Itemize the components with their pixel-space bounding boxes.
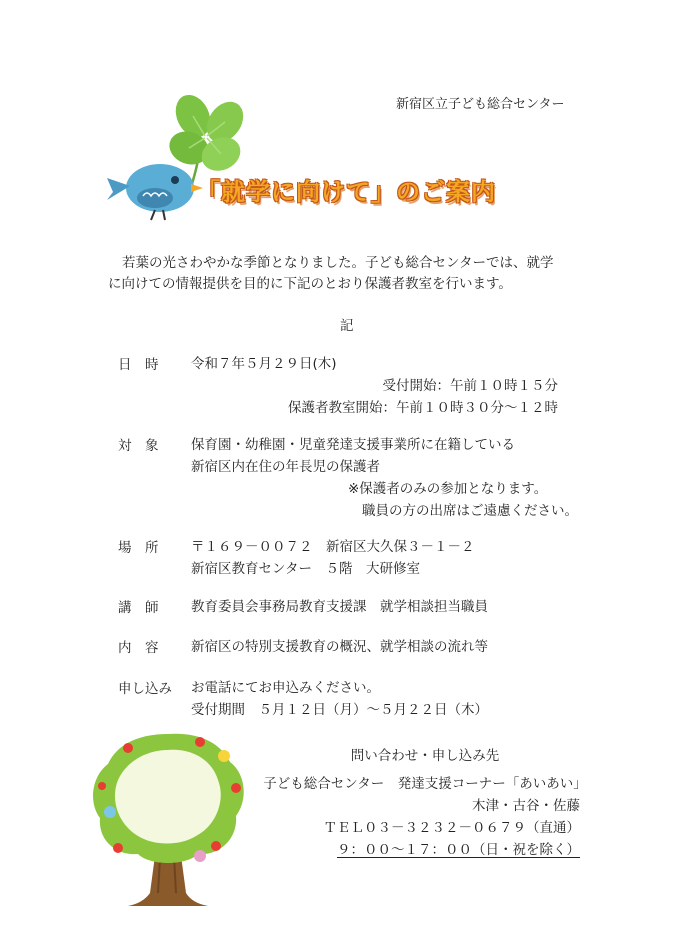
row-datetime [118,353,598,419]
contact-tel: ＴＥＬ０３－３２３２－０６７９（直通） [323,820,580,836]
contact-org: 子ども総合センター 発達支援コーナー「あいあい」 [263,776,587,792]
apply-label: 申し込み [118,681,172,697]
lecturer-label: 講 師 [118,600,159,616]
target-note-1: ※保護者のみの参加となります。 [348,481,548,497]
ki-heading: 記 [340,318,354,334]
place-line-1: 〒１６９－００７２ 新宿区大久保３－１－２ [191,539,475,555]
row-lecturer [118,596,598,618]
intro-line-2: に向けての情報提供を目的に下記のとおり保護者教室を行います。 [108,276,512,292]
row-place [118,536,598,580]
contact-staff: 木津・古谷・佐藤 [472,798,580,814]
target-note-2: 職員の方の出席はご遠慮ください。 [362,503,578,519]
content-value: 新宿区の特別支援教育の概況、就学相談の流れ等 [191,639,488,655]
apply-line-2: 受付期間 ５月１２日（月）～５月２２日（木） [191,702,488,718]
contact-hours: ９：００～１７：００（日・祝を除く） [337,842,580,858]
clover-bird-illustration [105,88,265,228]
contact-heading: 問い合わせ・申し込み先 [350,748,500,764]
intro-line-1: 若葉の光さわやかな季節となりました。子ども総合センターでは、就学 [122,255,554,271]
contact-block [250,745,600,861]
target-label: 対 象 [118,438,159,454]
datetime-label: 日 時 [118,357,159,373]
row-apply [118,677,598,721]
page-title: 「就学に向けて」のご案内 [196,178,496,206]
datetime-date: 令和７年５月２９日(木) [191,356,337,372]
bird-icon [107,164,203,220]
place-label: 場 所 [118,540,159,556]
intro-text [108,253,586,295]
row-content [118,636,598,658]
reception-time: 受付開始：午前１０時１５分 [382,378,558,394]
content-label: 内 容 [118,640,159,656]
target-line-2: 新宿区内在住の年長児の保護者 [191,459,380,475]
tree-icon [88,728,248,913]
lecturer-value: 教育委員会事務局教育支援課 就学相談担当職員 [191,599,488,615]
row-target [118,434,598,522]
place-line-2: 新宿区教育センター ５階 大研修室 [191,561,420,577]
organization-name: 新宿区立子ども総合センター [396,97,565,112]
target-line-1: 保育園・幼稚園・児童発達支援事業所に在籍している [191,437,515,453]
apply-line-1: お電話にてお申込みください。 [191,680,380,696]
session-time: 保護者教室開始：午前１０時３０分～１２時 [288,400,558,416]
